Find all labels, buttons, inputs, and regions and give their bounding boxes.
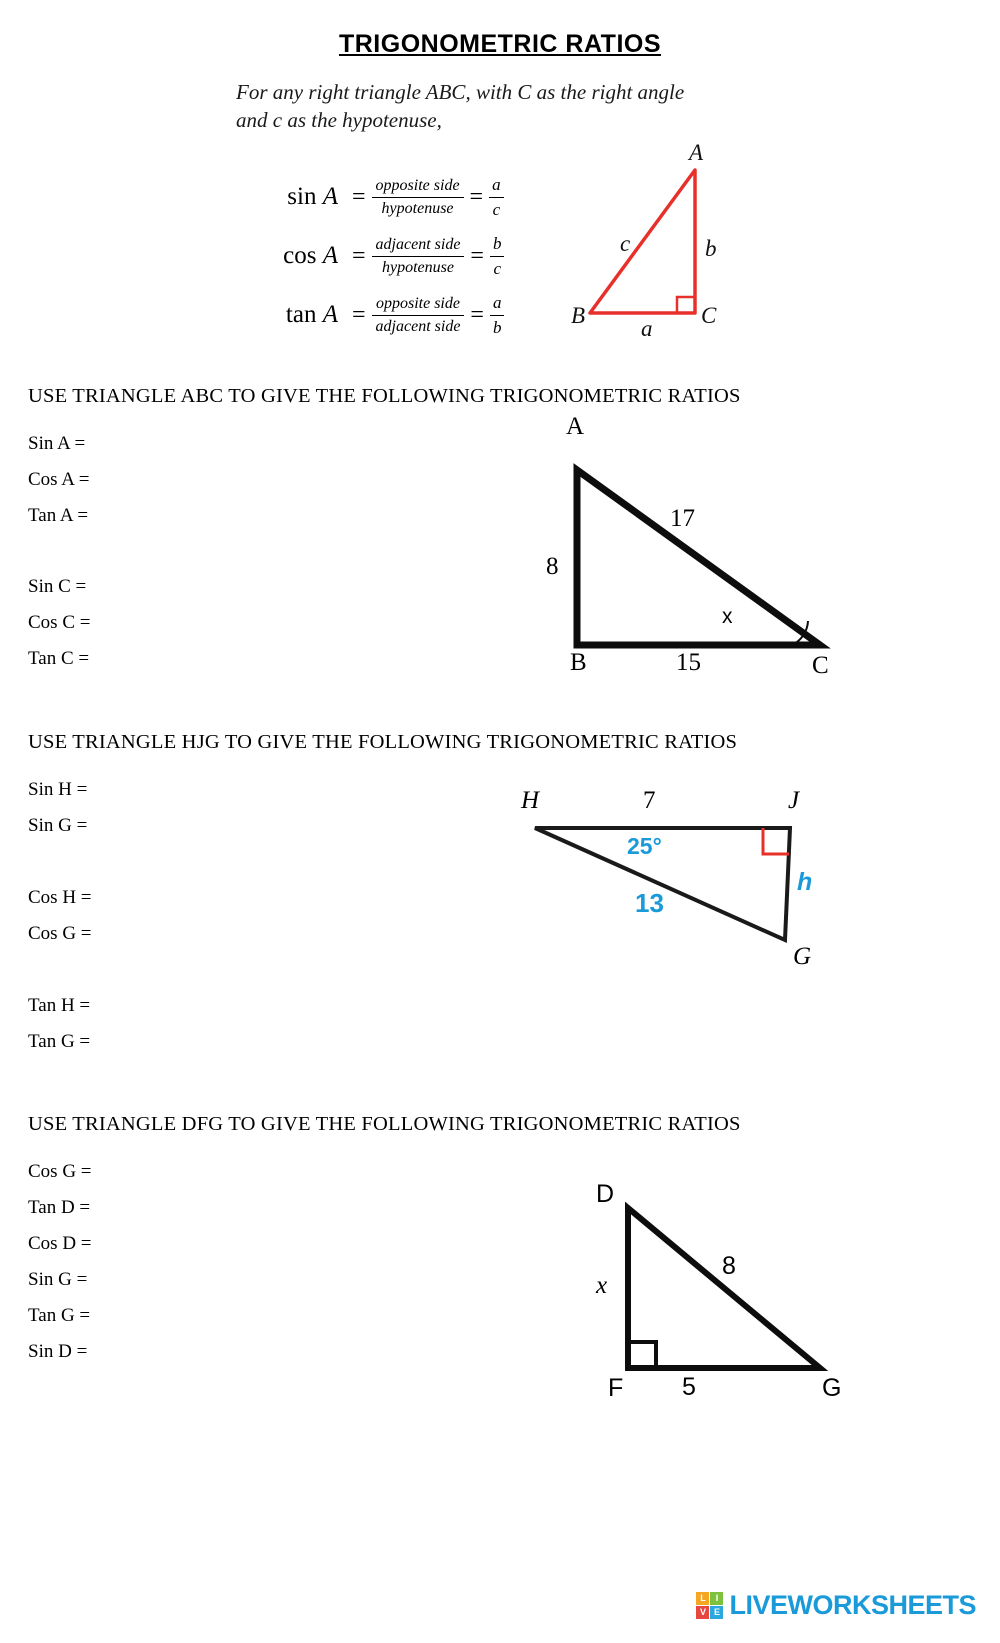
formula-cos-equals-1: = xyxy=(352,242,366,269)
prompt-sin-c: Sin C = xyxy=(28,576,87,597)
reference-triangle-svg xyxy=(565,148,785,348)
formula-sin-result-denominator: c xyxy=(492,199,501,219)
formula-sin-equals-1: = xyxy=(352,183,366,210)
prompt-tan-a: Tan A = xyxy=(28,505,89,526)
abc-base-label: 15 xyxy=(676,649,701,676)
reference-triangle-figure xyxy=(565,140,785,348)
logo-letter-v: V xyxy=(696,1606,709,1619)
formula-block xyxy=(243,172,573,349)
formula-tan-denominator: adjacent side xyxy=(375,317,461,335)
logo-letter-i: I xyxy=(710,1592,723,1605)
section-heading-hjg: USE TRIANGLE HJG TO GIVE THE FOLLOWING TRIGONOMETRIC RATIOS xyxy=(28,731,738,753)
hjg-vertex-g-label: G xyxy=(793,943,812,970)
formula-cos-denominator: hypotenuse xyxy=(381,258,454,276)
fraction-bar xyxy=(372,315,465,316)
formula-tan-result-denominator: b xyxy=(492,317,502,337)
dfg-vertex-f-label: F xyxy=(608,1374,624,1402)
prompt-sin-h: Sin H = xyxy=(28,779,88,800)
formula-sin-name: sin A xyxy=(287,183,338,210)
hjg-hypotenuse-label: 13 xyxy=(635,888,664,918)
formula-cos-name: cos A xyxy=(283,242,338,269)
formula-sin-equals-2: = xyxy=(469,183,484,210)
abc-vertical-label: 8 xyxy=(546,553,559,580)
prompt-tan-g-2: Tan G = xyxy=(28,1305,91,1326)
hjg-top-side-label: 7 xyxy=(643,787,656,814)
formula-tan-numerator: opposite side xyxy=(375,294,460,312)
fraction-bar xyxy=(372,197,464,198)
prompt-cos-d: Cos D = xyxy=(28,1233,92,1254)
prompt-sin-d: Sin D = xyxy=(28,1341,88,1362)
fraction-bar xyxy=(372,256,465,257)
formula-cos-numerator: adjacent side xyxy=(375,235,461,253)
ref-side-c-label: c xyxy=(620,231,631,256)
logo-letter-e: E xyxy=(710,1606,723,1619)
triangle-abc-figure xyxy=(540,413,870,700)
formula-sin-numerator: opposite side xyxy=(375,176,460,194)
page-title: TRIGONOMETRIC RATIOS xyxy=(338,30,662,58)
liveworksheets-footer[interactable] xyxy=(696,1590,976,1621)
intro-text: For any right triangle ABC, with C as the right angle and c as the hypotenuse, xyxy=(236,80,685,133)
formula-sin xyxy=(243,172,573,222)
ref-side-b-label: b xyxy=(705,236,717,261)
dfg-vertex-g-label: G xyxy=(822,1374,842,1402)
hjg-angle-label: 25° xyxy=(627,833,662,859)
prompt-sin-g-2: Sin G = xyxy=(28,1269,88,1290)
formula-cos-equals-2: = xyxy=(470,242,484,269)
formula-tan-equals-2: = xyxy=(470,301,484,328)
hjg-vertex-j-label: J xyxy=(788,787,800,814)
abc-vertex-c-label: C xyxy=(812,652,829,679)
triangle-dfg-figure xyxy=(570,1180,880,1430)
fraction-bar xyxy=(490,256,505,257)
ref-vertex-b-label: B xyxy=(571,303,586,328)
formula-sin-denominator: hypotenuse xyxy=(381,199,454,217)
abc-hypotenuse-label: 17 xyxy=(670,505,695,532)
prompt-cos-c: Cos C = xyxy=(28,612,91,633)
prompt-tan-d: Tan D = xyxy=(28,1197,91,1218)
formula-tan xyxy=(243,290,573,340)
abc-angle-x-label: x xyxy=(722,605,733,628)
dfg-vertex-d-label: D xyxy=(596,1180,615,1208)
liveworksheets-brand-text: LIVEWORKSHEETS xyxy=(729,1590,976,1620)
hjg-right-side-label: h xyxy=(797,868,813,896)
formula-cos-result-denominator: c xyxy=(493,258,501,278)
liveworksheets-logo-icon xyxy=(696,1592,723,1619)
prompt-sin-g: Sin G = xyxy=(28,815,88,836)
prompt-tan-c: Tan C = xyxy=(28,648,90,669)
prompt-cos-g-2: Cos G = xyxy=(28,1161,92,1182)
formula-tan-result-numerator: a xyxy=(492,293,502,313)
formula-sin-result xyxy=(489,174,504,220)
formula-cos-result xyxy=(490,233,505,279)
triangle-hjg-figure xyxy=(505,780,845,995)
prompt-sin-a: Sin A = xyxy=(28,433,86,454)
prompt-cos-h: Cos H = xyxy=(28,887,92,908)
formula-cos xyxy=(243,231,573,281)
abc-vertex-a-label: A xyxy=(566,413,585,440)
prompt-cos-g: Cos G = xyxy=(28,923,92,944)
prompt-tan-g: Tan G = xyxy=(28,1031,91,1052)
formula-tan-equals-1: = xyxy=(352,301,366,328)
formula-sin-fraction xyxy=(372,176,464,219)
formula-cos-fraction xyxy=(372,235,465,278)
dfg-hypotenuse-label: 8 xyxy=(722,1252,736,1280)
logo-letter-l: L xyxy=(696,1592,709,1605)
formula-tan-result xyxy=(490,292,505,338)
dfg-vertical-label: x xyxy=(596,1272,608,1299)
formula-sin-result-numerator: a xyxy=(492,175,501,195)
dfg-base-label: 5 xyxy=(682,1373,696,1401)
fraction-bar xyxy=(490,315,505,316)
fraction-bar xyxy=(489,197,504,198)
ref-vertex-c-label: C xyxy=(701,303,717,328)
formula-tan-name: tan A xyxy=(285,301,338,328)
prompt-cos-a: Cos A = xyxy=(28,469,90,490)
hjg-vertex-h-label: H xyxy=(521,787,540,814)
formula-cos-result-numerator: b xyxy=(492,234,502,254)
ref-vertex-a-label: A xyxy=(689,140,704,165)
section-heading-dfg: USE TRIANGLE DFG TO GIVE THE FOLLOWING TRIGONOMETRIC RATIOS xyxy=(28,1113,741,1135)
abc-vertex-b-label: B xyxy=(570,649,587,676)
ref-side-a-label: a xyxy=(641,316,653,341)
formula-tan-fraction xyxy=(372,294,465,337)
section-heading-abc: USE TRIANGLE ABC TO GIVE THE FOLLOWING TRIGONOMETRIC RATIOS xyxy=(28,385,741,407)
prompt-tan-h: Tan H = xyxy=(28,995,91,1016)
